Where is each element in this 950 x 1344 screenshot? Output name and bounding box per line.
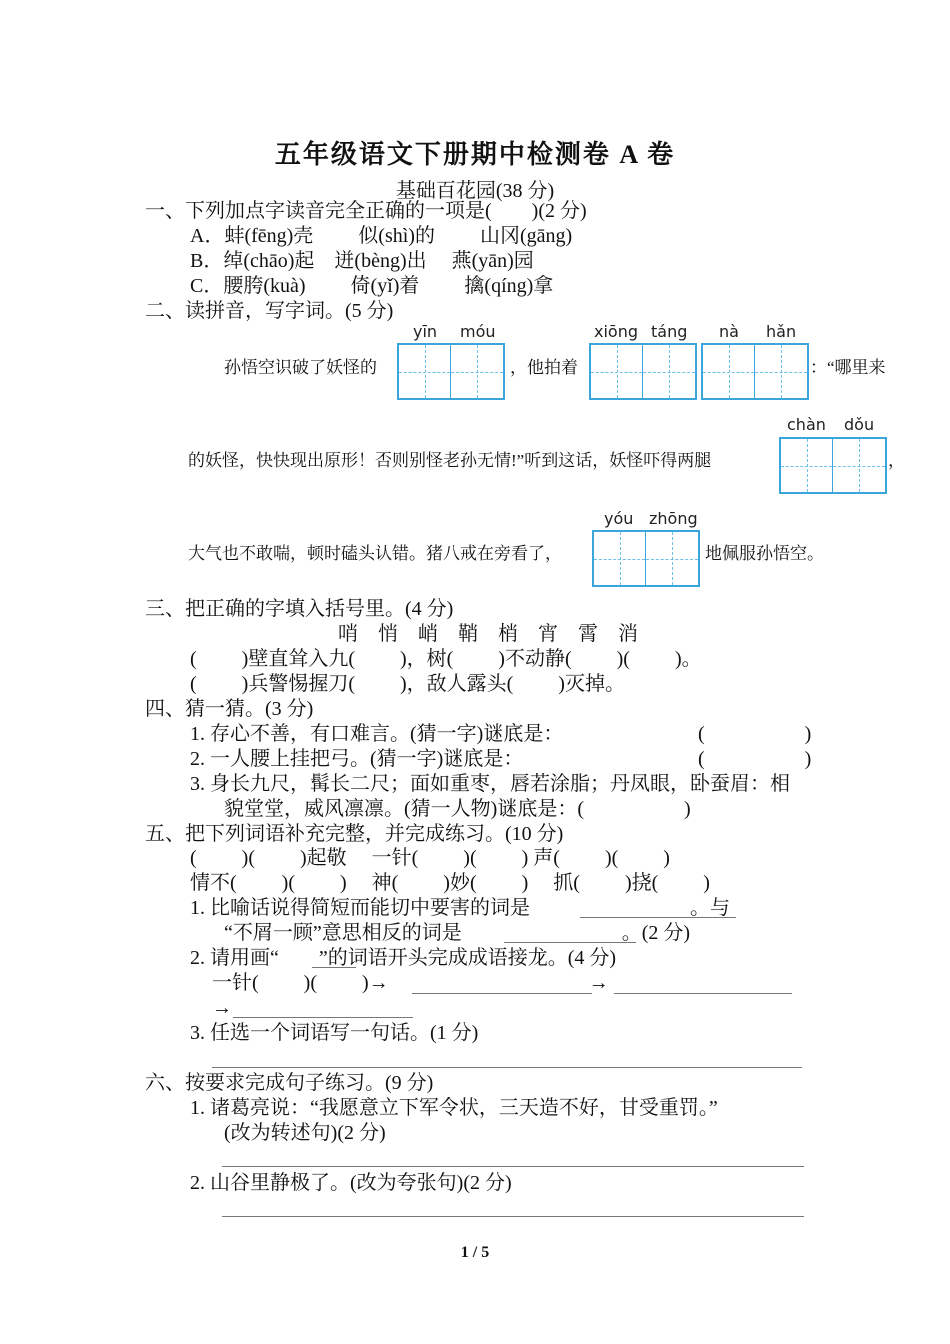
- pinyin: xiōng: [594, 322, 638, 341]
- q4-item: 1. 存心不善，有口难言。(猜一字)谜底是：: [190, 723, 564, 745]
- q5-chain: 一针( )( )→ →: [212, 972, 609, 994]
- answer-line[interactable]: [222, 1166, 804, 1167]
- pinyin: yóu: [604, 509, 634, 528]
- writing-grid[interactable]: [592, 530, 700, 587]
- pinyin: chàn: [787, 415, 826, 434]
- q5-words: ( )( )起敬 一针( )( ) 声( )( ): [190, 847, 670, 869]
- q6-item: 2. 山谷里静极了。(改为夸张句)(2 分): [190, 1172, 512, 1194]
- q3-stem: 三、把正确的字填入括号里。(4 分): [145, 598, 454, 620]
- q5-item: 2. 请用画“ ”的词语开头完成成语接龙。(4 分): [190, 947, 617, 969]
- q3-char-options: 哨 悄 峭 鞘 梢 宵 霄 消: [338, 623, 638, 645]
- passage-text: ，: [888, 451, 905, 470]
- q3-line: ( )兵警惕握刀( )，敌人露头( )灭掉。: [190, 673, 625, 695]
- pinyin: dǒu: [844, 415, 875, 434]
- writing-grid[interactable]: [779, 437, 887, 494]
- q1-option-b: B．绰(chāo)起 迸(bèng)出 燕(yān)园: [190, 250, 534, 272]
- q5-item: “不屑一顾”意思相反的词是 。(2 分): [224, 922, 691, 944]
- pinyin: zhōng: [649, 509, 698, 528]
- passage-text: 的妖怪，快快现出原形！否则别怪老孙无情!”听到这话，妖怪吓得两腿: [188, 451, 712, 470]
- q2-stem: 二、读拼音，写字词。(5 分): [145, 300, 394, 322]
- writing-grid[interactable]: [701, 343, 809, 400]
- page-title: 五年级语文下册期中检测卷 A 卷: [274, 140, 676, 169]
- q5-words: 情不( )( ) 神( )妙( ) 抓( )挠( ): [190, 872, 710, 894]
- q4-stem: 四、猜一猜。(3 分): [145, 698, 314, 720]
- passage-text: ，他拍着: [510, 358, 578, 377]
- q5-item: 1. 比喻话说得简短而能切中要害的词是 。与: [190, 897, 730, 919]
- pinyin: táng: [651, 322, 688, 341]
- q1-stem: 一、下列加点字读音完全正确的一项是( )(2 分): [145, 200, 587, 222]
- q4-item: 貌堂堂，威风凛凛。(猜一人物)谜底是：( ): [224, 798, 691, 820]
- page-number: 1 / 5: [460, 1244, 490, 1261]
- answer-line[interactable]: [412, 993, 592, 994]
- q6-stem: 六、按要求完成句子练习。(9 分): [145, 1072, 434, 1094]
- pinyin: yīn: [413, 322, 438, 341]
- writing-grid[interactable]: [589, 343, 697, 400]
- answer-line[interactable]: [580, 917, 736, 918]
- q5-chain-arrow: →: [212, 997, 232, 1019]
- q4-item: 2. 一人腰上挂把弓。(猜一字)谜底是：: [190, 748, 524, 770]
- writing-grid[interactable]: [397, 343, 505, 400]
- pinyin: hǎn: [766, 322, 797, 341]
- answer-line[interactable]: [222, 1216, 804, 1217]
- passage-text: ：“哪里来: [810, 358, 886, 377]
- pinyin: nà: [719, 322, 739, 341]
- q1-option-c: C．腰胯(kuà) 倚(yǐ)着 擒(qíng)拿: [190, 275, 554, 297]
- q3-line: ( )壁直耸入九( )，树( )不动静( )( )。: [190, 648, 702, 670]
- answer-line[interactable]: [614, 993, 792, 994]
- answer-line[interactable]: [233, 1017, 413, 1018]
- q5-item: 3. 任选一个词语写一句话。(1 分): [190, 1022, 479, 1044]
- passage-text: 大气也不敢喘，顿时磕头认错。猪八戒在旁看了，: [188, 544, 562, 563]
- passage-text: 孙悟空识破了妖怪的: [224, 358, 377, 377]
- q1-option-a: A．蚌(fēng)壳 似(shì)的 山冈(gāng): [190, 225, 573, 247]
- q5-stem: 五、把下列词语补充完整，并完成练习。(10 分): [145, 823, 564, 845]
- q4-item: 3. 身长九尺，髯长二尺；面如重枣，唇若涂脂；丹凤眼，卧蚕眉：相: [190, 773, 790, 795]
- underline-marker: [312, 967, 356, 968]
- passage-text: 地佩服孙悟空。: [705, 544, 824, 563]
- q6-item: (改为转述句)(2 分): [224, 1122, 386, 1144]
- answer-blank[interactable]: ( ): [698, 723, 812, 745]
- answer-blank[interactable]: ( ): [698, 748, 812, 770]
- section-subtitle: 基础百花园(38 分): [395, 180, 555, 202]
- q6-item: 1. 诸葛亮说：“我愿意立下军令状，三天造不好，甘受重罚。”: [190, 1097, 718, 1119]
- pinyin: móu: [460, 322, 496, 341]
- answer-line[interactable]: [212, 1067, 802, 1068]
- answer-line[interactable]: [504, 942, 636, 943]
